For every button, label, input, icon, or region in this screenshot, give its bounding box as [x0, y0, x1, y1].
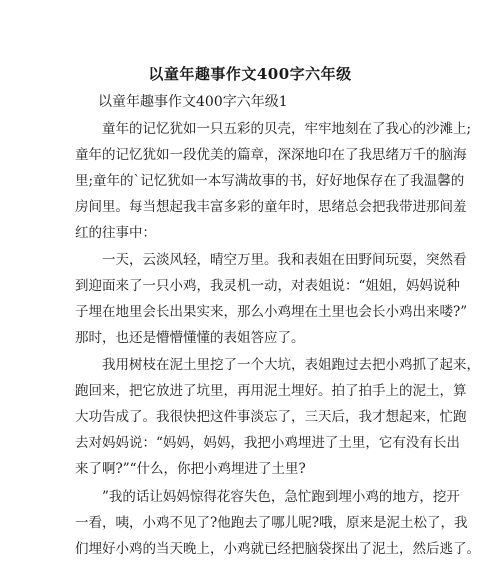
- paragraph-line: 到迎面来了一只小鸡，我灵机一动，对表姐说：“姐姐，妈妈说种: [75, 278, 460, 294]
- document-subtitle: 以童年趣事作文400字六年级1: [98, 94, 288, 110]
- paragraph-line: 那时，也还是懵懵懂懂的表姐答应了。: [75, 330, 305, 346]
- paragraph-2: [75, 247, 468, 351]
- paragraph-line: 童年的记忆犹如一只五彩的贝壳，牢牢地刻在了我心的沙滩上;: [75, 121, 472, 137]
- paragraph-line: 子埋在地里会长出果实来，那么小鸡埋在土里也会长小鸡出来喽?”: [75, 304, 468, 320]
- paragraph-line: 大功告成了。我很快把这件事淡忘了，三天后，我才想起来，忙跑: [75, 409, 467, 425]
- paragraph-line: 跑回来，把它放进了坑里，再用泥土埋好。拍了拍手上的泥土，算: [75, 383, 467, 399]
- paragraph-line: 房间里。每当想起我丰富多彩的童年时，思绪总会把我带进那间羞: [75, 199, 467, 215]
- paragraph-4: [75, 484, 480, 562]
- paragraph-line: ”我的话让妈妈惊得花容失色，急忙跑到埋小鸡的地方，挖开: [75, 489, 460, 505]
- document-title: 以童年趣事作文400字六年级: [148, 65, 352, 83]
- paragraph-line: 来了啊?”“什么，你把小鸡埋进了土里?: [75, 461, 306, 477]
- paragraph-line: 童年的记忆犹如一段优美的篇章，深深地印在了我思绪万千的脑海: [75, 147, 467, 163]
- paragraph-line: 们埋好小鸡的当天晚上，小鸡就已经把脑袋探出了泥土，然后逃了。: [75, 541, 480, 557]
- paragraph-line: 里;童年的`记忆犹如一本写满故事的书，好好地保存在了我温馨的: [75, 173, 465, 189]
- paragraph-line: 一天，云淡风轻，晴空万里。我和表姐在田野间玩耍，突然看: [75, 252, 467, 268]
- paragraph-1: [75, 116, 472, 246]
- paragraph-line: 一看，咦，小鸡不见了?他跑去了哪儿呢?哦，原来是泥土松了，我: [75, 515, 468, 531]
- paragraph-3: [75, 352, 480, 482]
- paragraph-line: 红的往事中：: [75, 225, 156, 241]
- paragraph-line: 去对妈妈说：“妈妈，妈妈，我把小鸡埋进了土里，它有没有长出: [75, 435, 460, 451]
- paragraph-line: 我用树枝在泥土里挖了一个大坑，表姐跑过去把小鸡抓了起来，: [75, 357, 480, 373]
